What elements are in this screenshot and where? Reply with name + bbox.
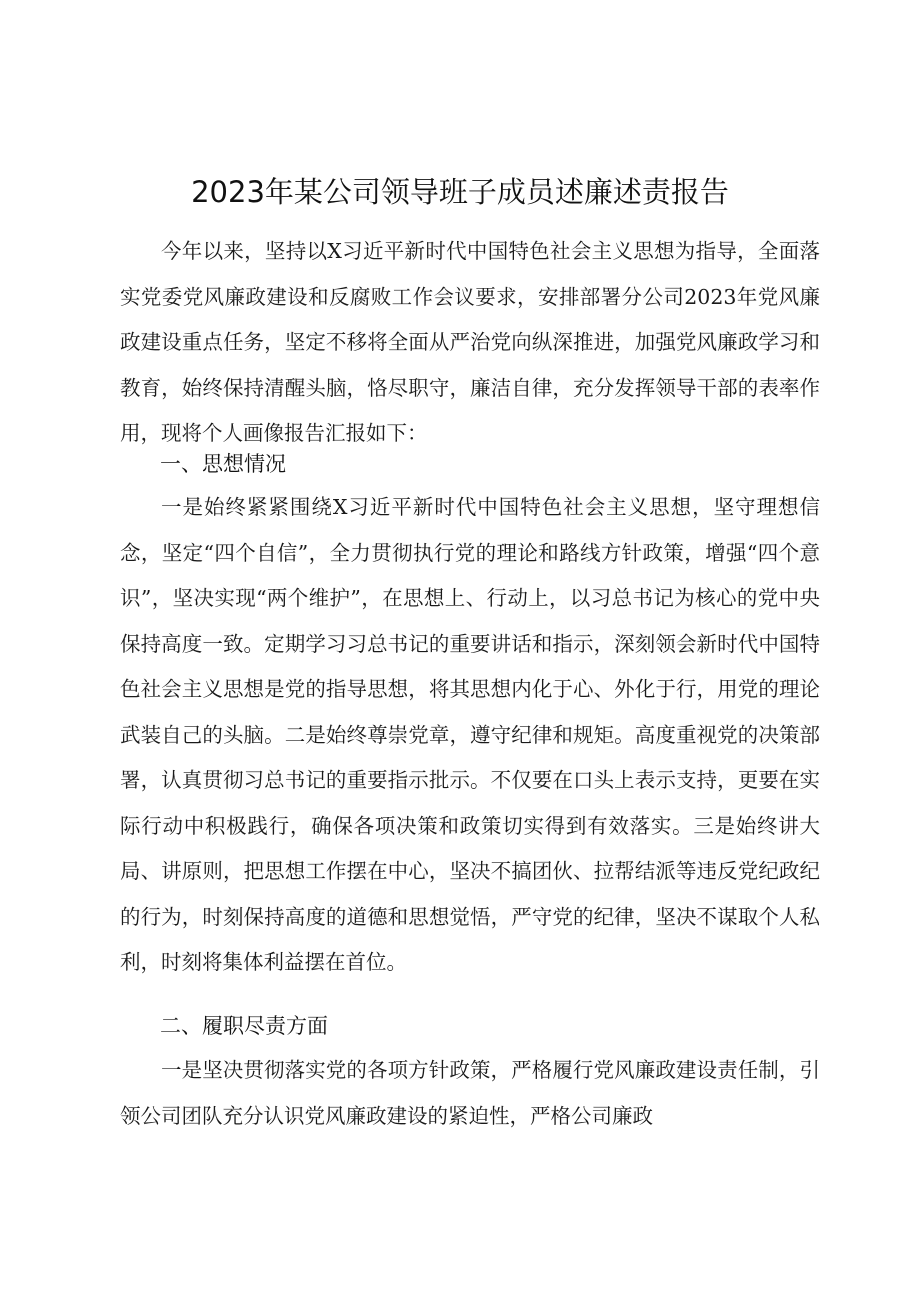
intro-paragraph: 今年以来，坚持以X习近平新时代中国特色社会主义思想为指导，全面落实党委党风廉政建设和反腐败工作会议要求，安排部署分公司2023年党风廉政建设重点任务，坚定不移将全面从严治党向纵深推进，加强党风廉政学习和教育，始终保持清醒头脑，恪尽职守，廉洁自律，充分发挥领导干部的表率作用，现将个人画像报告汇报如下：: [120, 239, 820, 445]
intro-block: [120, 229, 820, 457]
section-duty-block: [120, 1048, 820, 1139]
section-thinking-paragraph: 一是始终紧紧围绕X习近平新时代中国特色社会主义思想，坚守理想信念，坚定“四个自信”，全力贯彻执行党的理论和路线方针政策，增强“四个意识”，坚决实现“两个维护”，在思想上、行动上，以习总书记为核心的党中央保持高度一致。定期学习习总书记的重要讲话和指示，深刻领会新时代中国特色社会主义思想是党的指导思想，将其思想内化于心、外化于行，用党的理论武装自己的头脑。二是始终尊崇党章，遵守纪律和规矩。高度重视党的决策部署，认真贯彻习总书记的重要指示批示。不仅要在口头上表示支持，更要在实际行动中积极践行，确保各项决策和政策切实得到有效落实。三是始终讲大局、讲原则，把思想工作摆在中心，坚决不搞团伙、拉帮结派等违反党纪政纪的行为，时刻保持高度的道德和思想觉悟，严守党的纪律，坚决不谋取个人私利，时刻将集体利益摆在首位。: [120, 495, 820, 974]
section-thinking-block: [120, 485, 820, 986]
document-title: 2023年某公司领导班子成员述廉述责报告: [191, 175, 729, 209]
section-heading-duty: 二、履职尽责方面: [160, 1014, 328, 1038]
section-duty-paragraph: 一是坚决贯彻落实党的各项方针政策，严格履行党风廉政建设责任制，引领公司团队充分认识党风廉政建设的紧迫性，严格公司廉政: [120, 1058, 820, 1128]
section-heading-thinking: 一、思想情况: [160, 452, 286, 476]
